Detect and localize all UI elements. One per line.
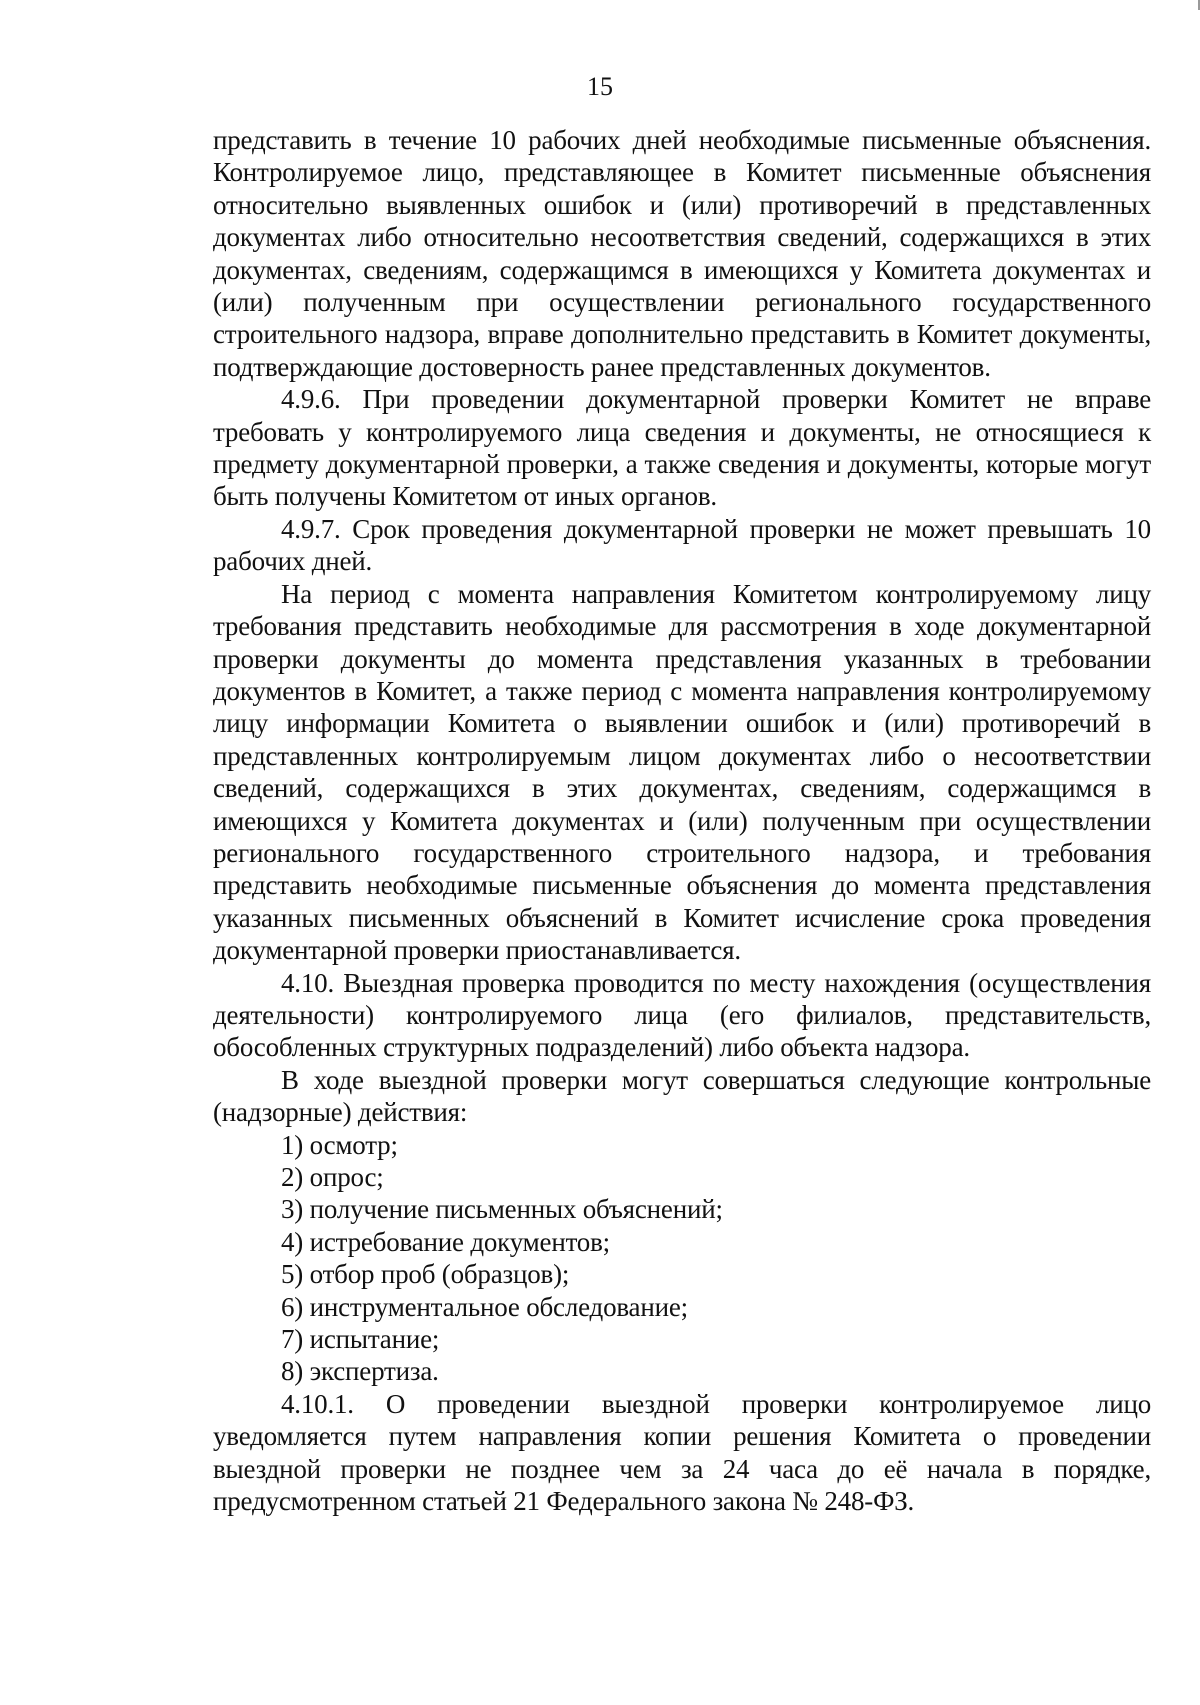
list-item: 2) опрос; [281, 1162, 384, 1192]
paragraph-suspension-period: На период с момента направления Комитетом контролируемому лицу требования представить необходимые для рассмотрения в ходе документарной проверки документы до момента представления указанных в требовании документов в Комитет, а также период с момента направления контролируемому лицу информации Комитета о выявлении ошибок и (или) противоречий в представленных контролируемым лицом документах либо о несоответствии сведений, содержащихся в этих документах, сведениям, содержащимся в имеющихся у Комитета документах и (или) полученным при осуществлении регионального государственного строительного надзора, и требования представить необходимые письменные объяснения до момента представления указанных письменных объяснений в Комитет исчисление срока проведения документарной проверки приостанавливается. [213, 578, 1151, 966]
scan-edge-mark [1192, 0, 1200, 10]
list-item: 6) инструментальное обследование; [281, 1291, 688, 1322]
list-item: 5) отбор проб (образцов); [281, 1259, 570, 1290]
list-item: 7) испытание; [281, 1324, 440, 1355]
paragraph-actions-intro: В ходе выездной проверки могут совершаться следующие контрольные (надзорные) действия: [213, 1064, 1151, 1128]
document-body [213, 124, 1151, 1517]
paragraph-4-10: 4.10. Выездная проверка проводится по месту нахождения (осуществления деятельности) контролируемого лица (его филиалов, представительств, обособленных структурных подразделений) либо объекта надзора. [213, 967, 1151, 1063]
paragraph-4-10-1: 4.10.1. О проведении выездной проверки контролируемое лицо уведомляется путем направления копии решения Комитета о проведении выездной проверки не позднее чем за 24 часа до её начала в порядке, предусмотренном статьей 21 Федерального закона № 248-ФЗ. [213, 1388, 1151, 1517]
paragraph-4-9-6: 4.9.6. При проведении документарной проверки Комитет не вправе требовать у контролируемого лица сведения и документы, не относящиеся к предмету документарной проверки, а также сведения и документы, которые могут быть получены Комитетом от иных органов. [213, 384, 1151, 512]
actions-list [213, 1129, 1151, 1388]
page-number: 15 [587, 72, 613, 101]
paragraph-4-9-7: 4.9.7. Срок проведения документарной проверки не может превышать 10 рабочих дней. [213, 513, 1151, 577]
paragraph-continuation: представить в течение 10 рабочих дней необходимые письменные объяснения. Контролируемое лицо, представляющее в Комитет письменные объяснения относительно выявленных ошибок и (или) противоречий в представленных документах либо относительно несоответствия сведений, содержащихся в этих документах, сведениям, содержащимся в имеющихся у Комитета документах и (или) полученным при осуществлении регионального государственного строительного надзора, вправе дополнительно представить в Комитет документы, подтверждающие достоверность ранее представленных документов. [213, 125, 1151, 382]
list-item: 1) осмотр; [281, 1129, 398, 1160]
list-item: 8) экспертиза. [281, 1356, 439, 1387]
list-item: 3) получение письменных объяснений; [281, 1194, 723, 1225]
list-item: 4) истребование документов; [281, 1226, 610, 1257]
